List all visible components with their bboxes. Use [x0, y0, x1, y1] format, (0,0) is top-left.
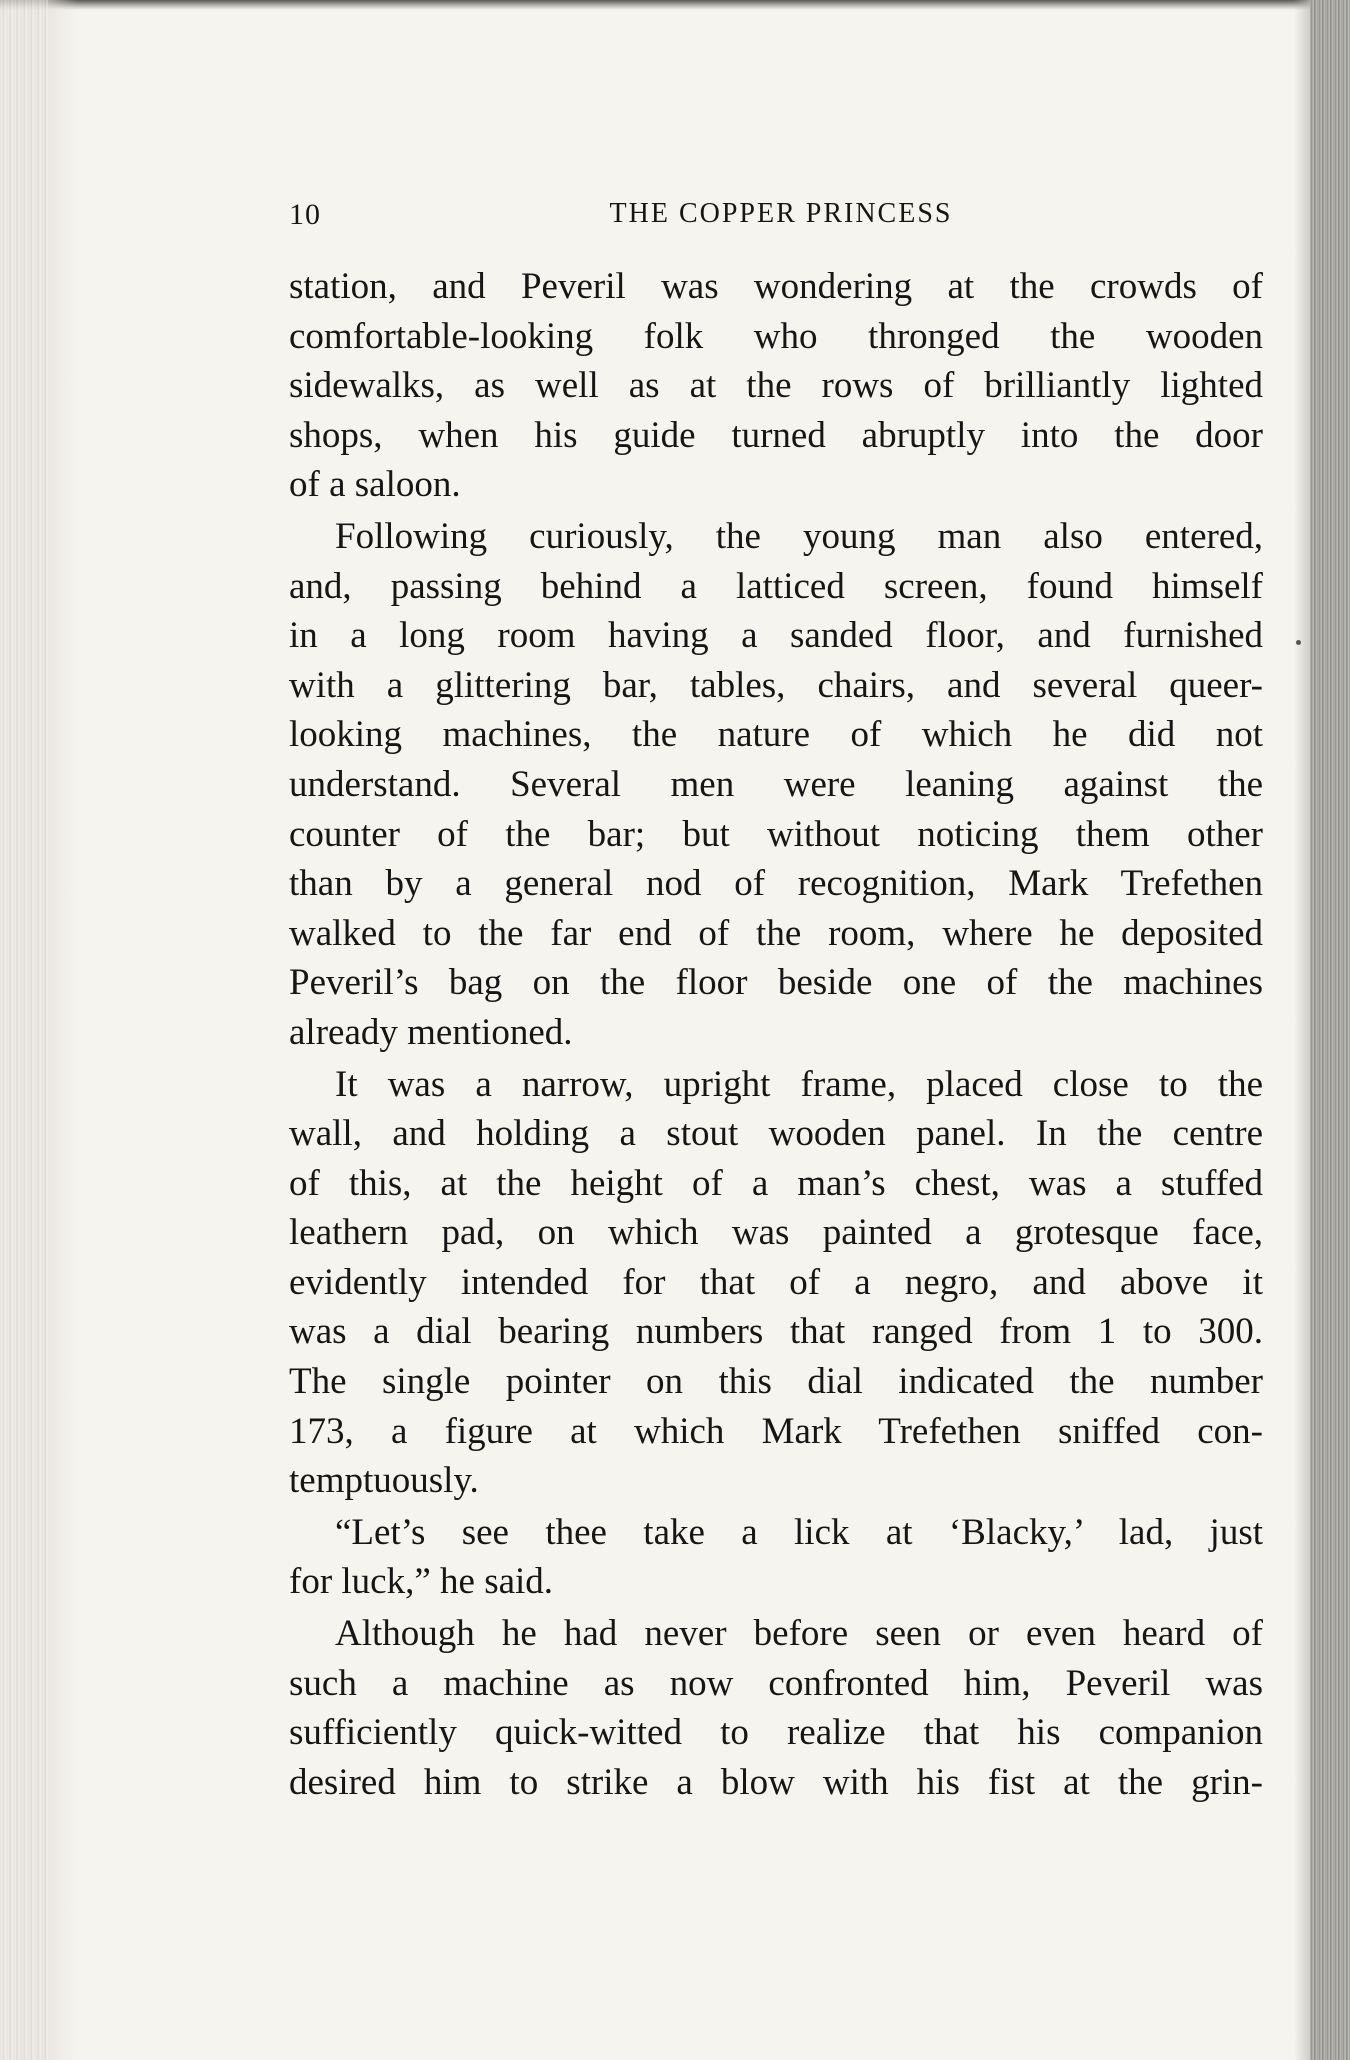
page-header [289, 198, 1263, 238]
paragraph [289, 1060, 1263, 1506]
text-line: of a saloon. [289, 464, 461, 506]
text-line: shops, when his guide turned abruptly into the door [289, 414, 1263, 456]
text-line: was a dial bearing numbers that ranged from 1 to 300. [289, 1311, 1263, 1353]
text-line: desired him to strike a blow with his fist at the grin- [289, 1761, 1263, 1803]
text-line: sufficiently quick-witted to realize that his companion [289, 1712, 1263, 1754]
text-line: for luck,” he said. [289, 1561, 554, 1603]
text-line: leathern pad, on which was painted a grotesque face, [289, 1212, 1263, 1254]
page-gutter [0, 0, 48, 2060]
text-line: than by a general nod of recognition, Mark Trefethen [289, 863, 1263, 905]
paragraph [289, 512, 1263, 1058]
running-head: THE COPPER PRINCESS [609, 198, 953, 229]
gutter-shadow [48, 0, 78, 2060]
page-edge-shadow [1294, 0, 1310, 2060]
paragraph [289, 1508, 1263, 1607]
text-line: already mentioned. [289, 1011, 573, 1053]
page-number: 10 [289, 198, 321, 231]
paragraph [289, 1609, 1263, 1807]
text-line: in a long room having a sanded floor, and furnished [289, 615, 1263, 657]
text-line: with a glittering bar, tables, chairs, and several queer- [289, 664, 1263, 706]
text-line: understand. Several men were leaning against the [289, 763, 1263, 805]
text-line: station, and Peveril was wondering at the crowds of [289, 266, 1263, 307]
text-line: temptuously. [289, 1460, 479, 1502]
text-line: Although he had never before seen or even heard of [335, 1613, 1263, 1655]
paragraph [289, 262, 1263, 510]
text-line: sidewalks, as well as at the rows of brilliantly lighted [289, 365, 1263, 407]
scan-top-edge [0, 0, 1350, 10]
text-line: evidently intended for that of a negro, and above it [289, 1261, 1263, 1303]
text-line: comfortable-looking folk who thronged the wooden [289, 315, 1263, 357]
text-line: and, passing behind a latticed screen, found himself [289, 565, 1263, 607]
text-line: Peveril’s bag on the floor beside one of the machines [289, 962, 1263, 1004]
text-line: 173, a figure at which Mark Trefethen sniffed con- [289, 1410, 1263, 1452]
page-stack-edge [1310, 0, 1350, 2060]
text-line: such a machine as now confronted him, Peveril was [289, 1662, 1263, 1704]
text-line: walked to the far end of the room, where he deposited [289, 912, 1263, 954]
body-text [289, 262, 1263, 1807]
text-line: of this, at the height of a man’s chest, was a stuffed [289, 1162, 1263, 1204]
text-line: counter of the bar; but without noticing them other [289, 813, 1263, 855]
text-line: looking machines, the nature of which he did not [289, 714, 1263, 756]
text-line: “Let’s see thee take a lick at ‘Blacky,’ lad, just [335, 1511, 1263, 1553]
text-line: It was a narrow, upright frame, placed close to the [335, 1063, 1263, 1105]
text-line: The single pointer on this dial indicated the number [289, 1361, 1263, 1403]
text-line: Following curiously, the young man also entered, [335, 515, 1263, 557]
stray-mark [1296, 640, 1301, 645]
text-line: wall, and holding a stout wooden panel. In the centre [289, 1113, 1263, 1155]
